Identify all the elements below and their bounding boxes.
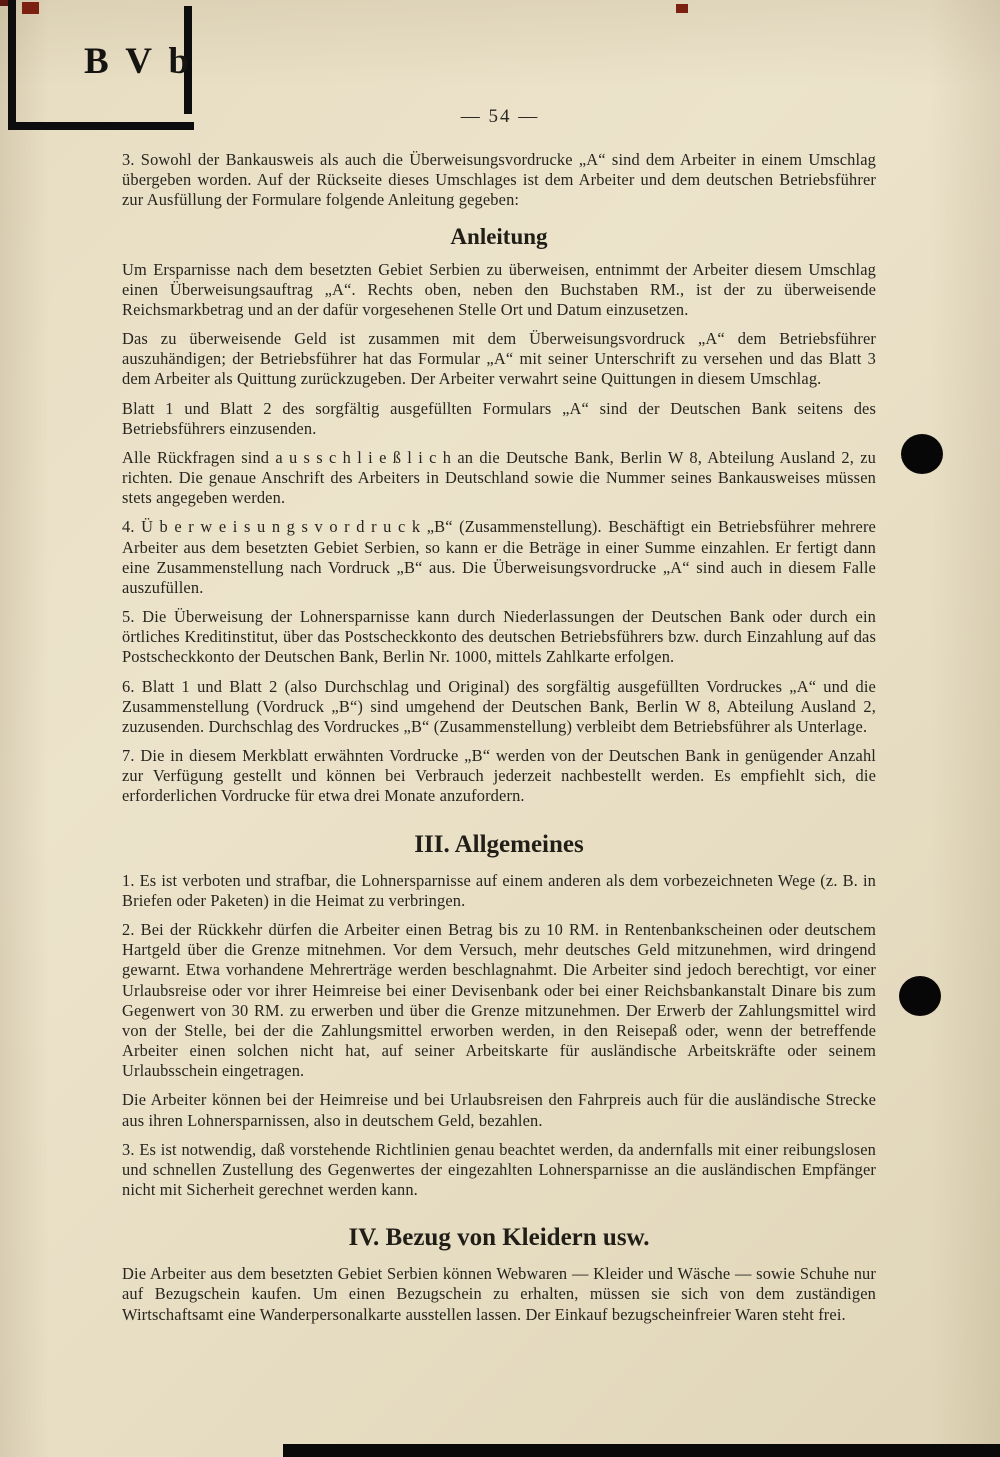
paragraph: Um Ersparnisse nach dem besetzten Gebiet Serbien zu überweisen, entnimmt der Arbeiter diesem Umschlag einen Überweisungsauftrag „A“. Rechts oben, neben den Buchstaben RM., ist der zu überweisende Reichsmarkbetrag und an der dafür vorgesehenen Stelle Ort und Datum einzusetzen.	[122, 259, 876, 319]
paragraph: 2. Bei der Rückkehr dürfen die Arbeiter einen Betrag bis zu 10 RM. in Rentenbankscheinen oder deutschem Hartgeld über die Grenze mitnehmen. Vor dem Versuch, mehr deutsches Geld mitzunehmen, wird dringend gewarnt. Etwa vorhandene Mehrerträge werden beschlagnahmt. Die Arbeiter sind jedoch berechtigt, vor einer Urlaubsreise oder vor ihrer Heimreise bei einer Devisenbank oder bei einer Reichsbankanstalt Dinare bis zum Gegenwert von 30 RM. zu erwerben und über die Grenze mitzunehmen. Der Erwerb der Zahlungsmittel wird von der Stelle, bei der die Zahlungsmittel erworben werden, in den Reisepaß oder, wenn der betreffende Arbeiter einen solchen nicht hat, auf seiner Arbeitskarte für ausländische Arbeitskräfte oder seinem Urlaubsschein eingetragen.	[122, 919, 876, 1081]
section-heading-bezug-kleider: IV. Bezug von Kleidern usw.	[348, 1224, 650, 1252]
punch-hole	[899, 976, 941, 1016]
section-heading-anleitung: Anleitung	[450, 223, 548, 249]
paragraph: Die Arbeiter können bei der Heimreise und bei Urlaubsreisen den Fahrpreis auch für die ausländische Strecke aus ihren Lohnersparnissen, also in deutschem Geld, bezahlen.	[122, 1090, 876, 1130]
scan-artifact-bottom-bar	[283, 1444, 1000, 1457]
punch-hole	[901, 434, 943, 474]
scan-artifact	[676, 4, 688, 13]
paragraph: 5. Die Überweisung der Lohnersparnisse kann durch Niederlassungen der Deutschen Bank oder durch ein örtliches Kreditinstitut, über das Postscheckkonto des deutschen Betriebsführers bzw. durch Einzahlung auf das Postscheckkonto der Deutschen Bank, Berlin Nr. 1000, mittels Zahlkarte erfolgen.	[122, 607, 876, 667]
document-content	[122, 150, 876, 1334]
paragraph: 4. Ü b e r w e i s u n g s v o r d r u c k „B“ (Zusammenstellung). Beschäftigt ein Betriebsführer mehrere Arbeiter aus dem besetzten Gebiet Serbien, so kann er die Beträge in einer Summe einzahlen. Er fertigt dann eine Zusammenstellung nach Vordruck „B“ aus. Die Überweisungsvordrucke „A“ sind auch in diesem Falle auszufüllen.	[122, 517, 876, 597]
page-number: — 54 —	[460, 106, 540, 127]
paragraph: Alle Rückfragen sind a u s s c h l i e ß l i c h an die Deutsche Bank, Berlin W 8, Abteilung Ausland 2, zu richten. Die genaue Anschrift des Arbeiters in Deutschland sowie die Nummer seines Bankausweises müssen stets angegeben werden.	[122, 447, 876, 508]
paragraph: 1. Es ist verboten und strafbar, die Lohnersparnisse auf einem anderen als dem vorbezeichneten Wege (z. B. in Briefen oder Paketen) in die Heimat zu verbringen.	[122, 870, 876, 910]
section-heading-allgemeines: III. Allgemeines	[414, 830, 584, 858]
paragraph: Blatt 1 und Blatt 2 des sorgfältig ausgefüllten Formulars „A“ sind der Deutschen Bank seitens des Betriebsführers einzusenden.	[122, 398, 876, 438]
paragraph: 6. Blatt 1 und Blatt 2 (also Durchschlag und Original) des sorgfältig ausgefüllten Vordruckes „A“ und die Zusammenstellung (Vordruck „B“) sind umgehend der Deutschen Bank, Berlin W 8, Abteilung Ausland 2, zuzusenden. Durchschlag des Vordruckes „B“ (Zusammenstellung) verbleibt dem Betriebsführer als Unterlage.	[122, 676, 876, 736]
paragraph: 3. Es ist notwendig, daß vorstehende Richtlinien genau beachtet werden, da andernfalls mit einer reibungslosen und schnellen Zustellung des Gegenwertes der eingezahlten Lohnersparnisse an die ausländischen Empfänger nicht mit Sicherheit gerechnet werden kann.	[122, 1139, 876, 1200]
paragraph: 7. Die in diesem Merkblatt erwähnten Vordrucke „B“ werden von der Deutschen Bank in genügender Anzahl zur Verfügung gestellt und können bei Verbrauch jederzeit nachbestellt werden. Es empfiehlt sich, die erforderlichen Vordrucke für etwa drei Monate anzufordern.	[122, 746, 876, 806]
paragraph: Die Arbeiter aus dem besetzten Gebiet Serbien können Webwaren — Kleider und Wäsche — sowie Schuhe nur auf Bezugschein kaufen. Um einen Bezugschein zu erhalten, müssen sie sich von dem zuständigen Wirtschaftsamt eine Wanderpersonalkarte ausstellen lassen. Der Einkauf bezugscheinfreier Waren steht frei.	[122, 1264, 876, 1324]
paragraph: 3. Sowohl der Bankausweis als auch die Überweisungsvordrucke „A“ sind dem Arbeiter in einem Umschlag übergeben worden. Auf der Rückseite dieses Umschlages ist dem Arbeiter und dem deutschen Betriebsführer zur Ausfüllung der Formulare folgende Anleitung gegeben:	[122, 150, 876, 210]
scan-artifact	[22, 2, 39, 14]
classification-stamp: B V b	[84, 41, 194, 82]
paragraph: Das zu überweisende Geld ist zusammen mit dem Überweisungsvordruck „A“ dem Betriebsführer auszuhändigen; der Betriebsführer hat das Formular „A“ mit seiner Unterschrift zu versehen und das Blatt 3 dem Arbeiter als Quittung zurückzugeben. Der Arbeiter verwahrt seine Quittungen in diesem Umschlag.	[122, 329, 876, 389]
